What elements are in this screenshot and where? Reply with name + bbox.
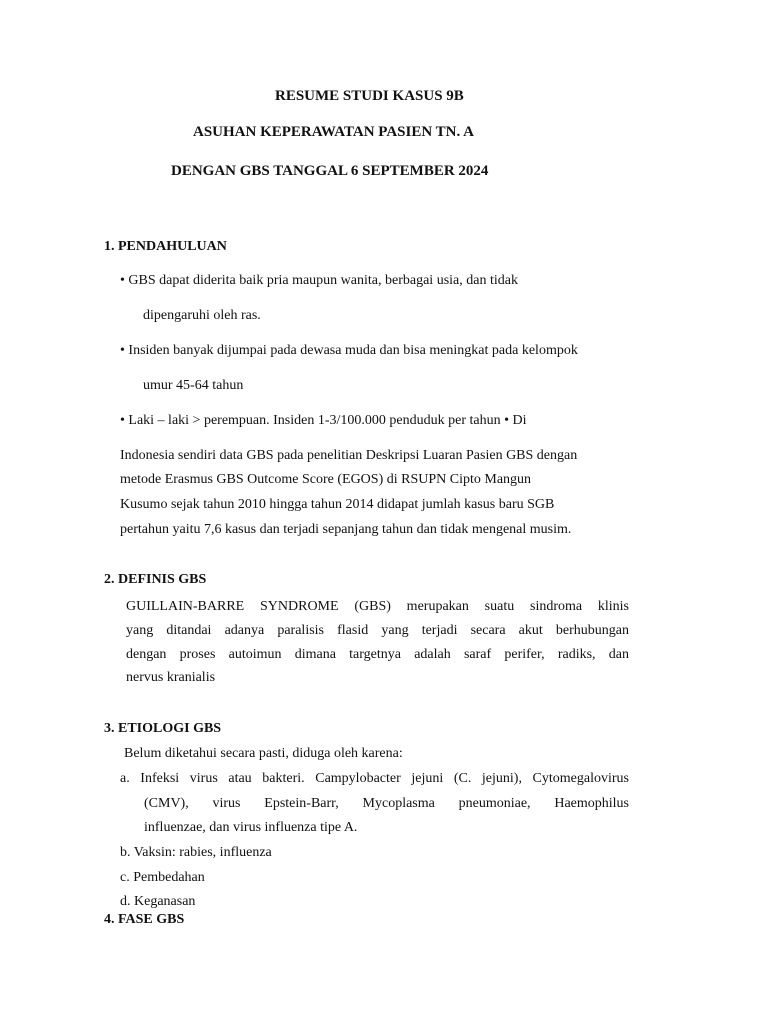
paragraph-line: Kusumo sejak tahun 2010 hingga tahun 2014 didapat jumlah kasus baru SGB	[120, 497, 555, 512]
document-subtitle: ASUHAN KEPERAWATAN PASIEN TN. A	[193, 124, 475, 140]
etiologi-item-a-cont: (CMV), virus Epstein-Barr, Mycoplasma pneumoniae, Haemophilus	[144, 796, 629, 811]
paragraph-line: Indonesia sendiri data GBS pada penelitian Deskripsi Luaran Pasien GBS dengan	[120, 448, 578, 463]
section-heading-fase: 4. FASE GBS	[104, 912, 185, 927]
paragraph-line: yang ditandai adanya paralisis flasid yang terjadi secara akut berhubungan	[126, 623, 629, 638]
section-heading-etiologi: 3. ETIOLOGI GBS	[104, 721, 222, 736]
document-subtitle-date: DENGAN GBS TANGGAL 6 SEPTEMBER 2024	[171, 163, 489, 179]
paragraph-line: GUILLAIN-BARRE SYNDROME (GBS) merupakan suatu sindroma klinis	[126, 599, 629, 614]
document-title: RESUME STUDI KASUS 9B	[275, 88, 464, 104]
etiologi-item-d: d. Keganasan	[120, 894, 196, 909]
paragraph-line: pertahun yaitu 7,6 kasus dan terjadi sepanjang tahun dan tidak mengenal musim.	[120, 522, 572, 537]
paragraph-line: • Insiden banyak dijumpai pada dewasa muda dan bisa meningkat pada kelompok	[120, 343, 578, 358]
paragraph-line: • Laki – laki > perempuan. Insiden 1-3/100.000 penduduk per tahun • Di	[120, 413, 527, 428]
paragraph-line: dipengaruhi oleh ras.	[143, 308, 261, 323]
paragraph-line: metode Erasmus GBS Outcome Score (EGOS) di RSUPN Cipto Mangun	[120, 472, 532, 487]
etiologi-item-a: a. Infeksi virus atau bakteri. Campylobacter jejuni (C. jejuni), Cytomegalovirus	[120, 771, 629, 786]
etiologi-item-b: b. Vaksin: rabies, influenza	[120, 845, 272, 860]
section-heading-definisi: 2. DEFINIS GBS	[104, 572, 207, 587]
section-heading-pendahuluan: 1. PENDAHULUAN	[104, 239, 227, 254]
paragraph-line: umur 45-64 tahun	[143, 378, 244, 393]
paragraph-line: nervus kranialis	[126, 670, 216, 685]
etiologi-item-a-cont: influenzae, dan virus influenza tipe A.	[144, 820, 358, 835]
etiologi-intro: Belum diketahui secara pasti, diduga oleh karena:	[124, 746, 403, 761]
etiologi-item-c: c. Pembedahan	[120, 870, 205, 885]
paragraph-line: • GBS dapat diderita baik pria maupun wanita, berbagai usia, dan tidak	[120, 273, 518, 288]
paragraph-line: dengan proses autoimun dimana targetnya adalah saraf perifer, radiks, dan	[126, 647, 629, 662]
